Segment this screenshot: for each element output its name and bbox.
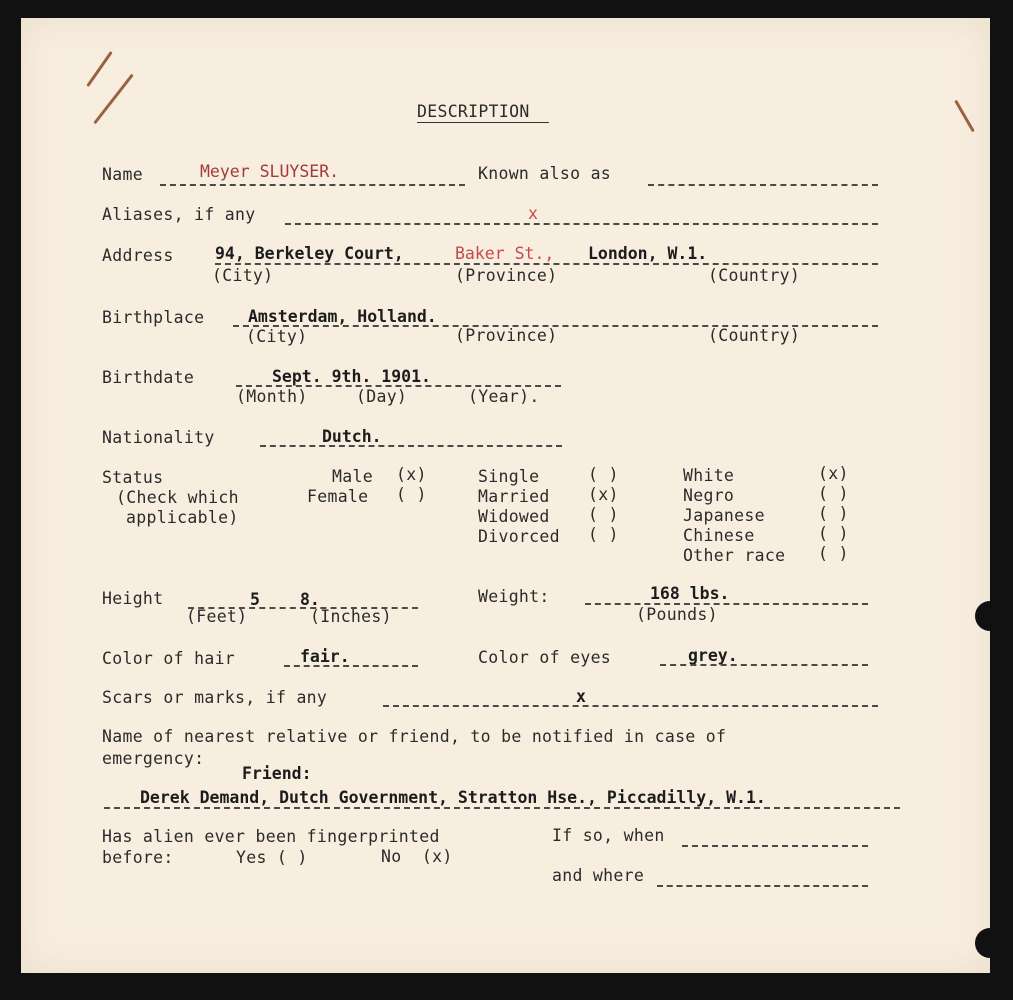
birthplace-label: Birthplace	[102, 308, 205, 327]
fingerprint-where-label: and where	[552, 866, 645, 885]
race-japanese-label: Japanese	[683, 506, 765, 525]
fingerprint-no-option[interactable]: No (x)	[381, 847, 453, 866]
marital-married-checkbox[interactable]: (x)	[588, 485, 619, 504]
fingerprint-label-line2: before:	[102, 848, 174, 867]
address-province-value: Baker St.,	[455, 244, 555, 263]
marital-married-label: Married	[478, 487, 550, 506]
relative-line	[104, 807, 900, 809]
height-label: Height	[102, 589, 164, 608]
race-white-label: White	[683, 466, 735, 485]
marital-divorced-label: Divorced	[478, 527, 560, 546]
marital-single-label: Single	[478, 467, 540, 486]
scars-line	[383, 705, 878, 707]
weight-line	[585, 603, 868, 605]
aliases-line	[285, 223, 878, 225]
relative-label-line2: emergency:	[102, 749, 205, 768]
male-checkbox[interactable]: (x)	[396, 465, 427, 484]
title-underline	[417, 122, 549, 123]
marital-widowed-checkbox[interactable]: ( )	[588, 505, 619, 524]
female-label: Female	[307, 487, 369, 506]
fingerprint-when-label: If so, when	[552, 826, 665, 845]
known-also-label: Known also as	[478, 164, 612, 183]
race-other-label: Other race	[683, 546, 786, 565]
fingerprint-where-line	[657, 885, 868, 887]
race-chinese-label: Chinese	[683, 526, 755, 545]
birthdate-year-caption: (Year).	[468, 387, 540, 406]
eyes-label: Color of eyes	[478, 648, 612, 667]
form-title: DESCRIPTION	[417, 102, 530, 121]
nationality-line	[260, 445, 562, 447]
address-province-caption: (Province)	[455, 266, 558, 285]
address-city-caption: (City)	[212, 266, 274, 285]
marital-divorced-checkbox[interactable]: ( )	[588, 525, 619, 544]
fingerprint-when-line	[682, 845, 868, 847]
punch-hole	[975, 601, 1005, 631]
hair-value: fair.	[300, 647, 350, 666]
aliases-value: x	[528, 204, 538, 223]
birthdate-month-caption: (Month)	[236, 387, 308, 406]
scars-value: x	[576, 687, 586, 706]
address-country-value: London, W.1.	[588, 244, 708, 263]
name-label: Name	[102, 165, 143, 184]
address-label: Address	[102, 246, 174, 265]
relative-value: Derek Demand, Dutch Government, Stratton Hse., Piccadilly, W.1.	[140, 788, 766, 807]
address-line	[215, 263, 878, 265]
weight-pounds-caption: (Pounds)	[636, 605, 718, 624]
nationality-label: Nationality	[102, 428, 215, 447]
relative-label-line1: Name of nearest relative or friend, to be notified in case of	[102, 727, 727, 746]
fingerprint-yes-option[interactable]: Yes ( )	[236, 848, 308, 867]
birthdate-value: Sept. 9th. 1901.	[272, 367, 431, 386]
fingerprint-label-line1: Has alien ever been fingerprinted	[102, 827, 440, 846]
height-feet-caption: (Feet)	[186, 607, 248, 626]
birthplace-country-caption: (Country)	[708, 326, 801, 345]
name-line	[160, 184, 465, 186]
race-other-checkbox[interactable]: ( )	[818, 544, 849, 563]
weight-value: 168 lbs.	[650, 584, 730, 603]
aliases-label: Aliases, if any	[102, 205, 256, 224]
eyes-value: grey.	[688, 646, 738, 665]
relative-friend-label: Friend:	[242, 764, 312, 783]
birthplace-province-caption: (Province)	[455, 326, 558, 345]
status-hint-1: (Check which	[116, 488, 239, 507]
male-label: Male	[332, 467, 373, 486]
marital-widowed-label: Widowed	[478, 507, 550, 526]
scars-label: Scars or marks, if any	[102, 688, 328, 707]
status-hint-2: applicable)	[126, 508, 239, 527]
birthdate-day-caption: (Day)	[356, 387, 408, 406]
birthplace-city-caption: (City)	[246, 327, 308, 346]
marital-single-checkbox[interactable]: ( )	[588, 465, 619, 484]
status-label: Status	[102, 468, 164, 487]
known-also-line	[648, 184, 878, 186]
address-city-value: 94, Berkeley Court,	[215, 244, 404, 263]
eyes-line	[660, 664, 868, 666]
female-checkbox[interactable]: ( )	[396, 485, 427, 504]
race-chinese-checkbox[interactable]: ( )	[818, 524, 849, 543]
race-negro-checkbox[interactable]: ( )	[818, 484, 849, 503]
race-negro-label: Negro	[683, 486, 735, 505]
height-inches-value: 8.	[300, 590, 320, 609]
height-inches-caption: (Inches)	[310, 607, 392, 626]
race-japanese-checkbox[interactable]: ( )	[818, 504, 849, 523]
name-value: Meyer SLUYSER.	[200, 162, 340, 181]
hair-label: Color of hair	[102, 649, 236, 668]
birthplace-value: Amsterdam, Holland.	[248, 307, 437, 326]
race-white-checkbox[interactable]: (x)	[818, 464, 849, 483]
punch-hole	[975, 928, 1005, 958]
hair-line	[284, 665, 418, 667]
birthdate-label: Birthdate	[102, 368, 195, 387]
nationality-value: Dutch.	[322, 427, 382, 446]
address-country-caption: (Country)	[708, 266, 801, 285]
weight-label: Weight:	[478, 587, 550, 606]
height-feet-value: 5	[250, 590, 260, 609]
